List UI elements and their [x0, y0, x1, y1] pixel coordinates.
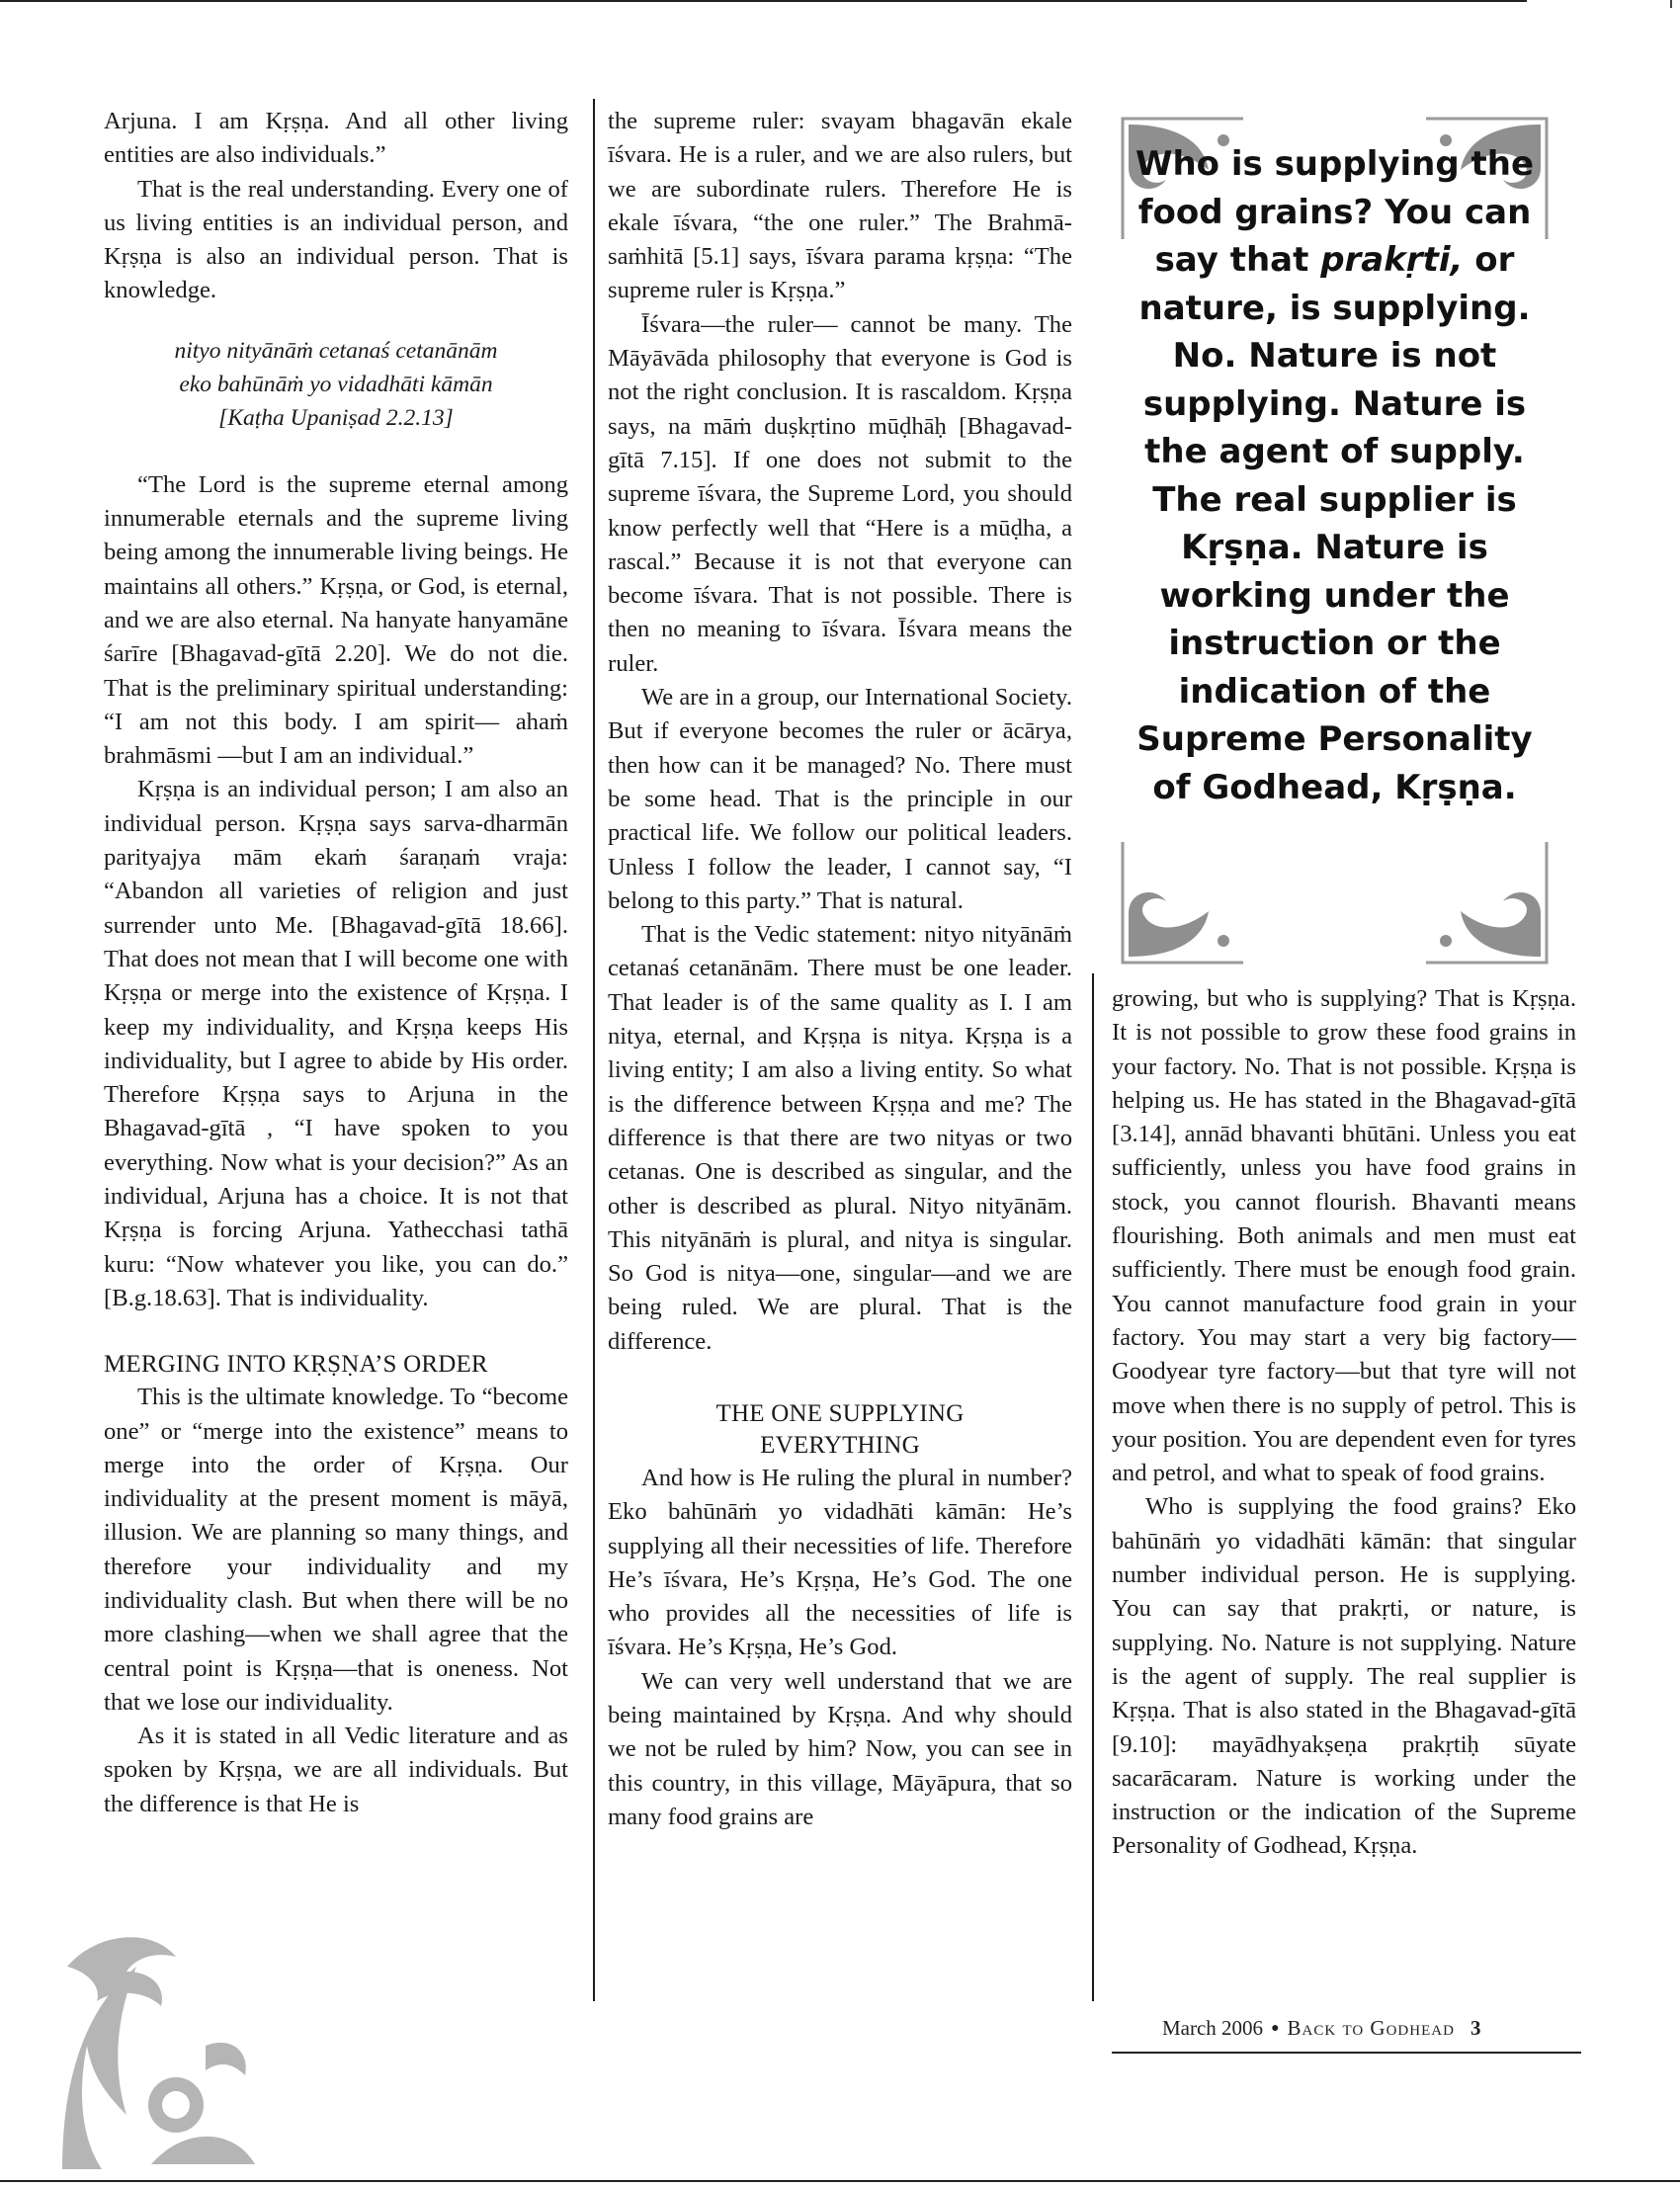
paragraph: growing, but who is supplying? That is Kṛṣṇa. It is not possible to grow these food grains in your factory. No. That is not possible. Kṛṣṇa is helping us. He has stated in the Bhagavad-gītā [3.14], annād bhavanti bhūtāni. Unless you eat sufficiently, unless you have food grains in stock, you cannot flourish. Bhavanti means flourishing. Both animals and men must eat sufficiently. There must be enough food grain. You cannot manufacture food grain in your factory. You may start a very big factory—Goodyear tyre factory—but that tyre will not move when there is no supply of petrol. This is your position. You are dependent even for tyres and petrol, and what to speak of food grains. — [1112, 985, 1576, 1487]
pull-quote-box — [1115, 111, 1554, 970]
paragraph: That is the real understanding. Every one of us living entities is an individual person, and Kṛṣṇa is also an individual person. That is knowledge. — [104, 175, 568, 304]
quote-part: or nature, is supplying. No. Nature is not supplying. Nature is the agent of supply. The real supplier is Kṛṣṇa. Nature is working under the instruction or the indication of the Supreme Personality of Godhead, Kṛṣṇa. — [1136, 240, 1533, 807]
page-footer — [1162, 2016, 1480, 2041]
paragraph: Arjuna. I am Kṛṣṇa. And all other living entities are also individuals.” — [104, 108, 568, 169]
heading-line: EVERYTHING — [760, 1431, 920, 1459]
verse-citation: [Kaṭha Upaniṣad 2.2.13] — [218, 404, 454, 431]
heading-line: THE ONE SUPPLYING — [715, 1399, 965, 1427]
paragraph: the supreme ruler: svayam bhagavān ekale īśvara. He is a ruler, and we are also rulers, but we are subordinate rulers. Therefore He is ekale īśvara, “the one ruler.” The Brahmā-saṁhitā [5.1] says, īśvara parama kṛṣṇa: “The supreme ruler is Kṛṣṇa.” — [608, 108, 1072, 304]
top-rule — [0, 0, 1527, 2]
verse-line: eko bahūnāṁ yo vidadhāti kāmān — [179, 371, 493, 397]
paragraph: This is the ultimate knowledge. To “become one” or “merge into the existence” means to merge into the order of Kṛṣṇa. Our individuality at the present moment is māyā, illusion. We are planning so many things, and therefore your individuality and my individuality clash. But when there will be no more clashing—when we shall agree that the central point is Kṛṣṇa—that is oneness. Not that we lose our individuality. — [104, 1384, 568, 1716]
paragraph: That is the Vedic statement: nityo nityānāṁ cetanaś cetanānām. There must be one leader. That leader is of the same quality as I. I am nitya, eternal, and Kṛṣṇa is nitya. Kṛṣṇa is a living entity; I am also a living entity. So what is the difference between Kṛṣṇa and me? The difference is that there are two nityas or two cetanas. One is described as singular, and the other is described as plural. Nityo nityānām. This nityānāṁ is plural, and nitya is singular. So God is nitya—one, singular—and we are being ruled. We are plural. That is the difference. — [608, 921, 1072, 1355]
verse-line: nityo nityānāṁ cetanaś cetanānām — [174, 337, 498, 364]
quote-part: Who is supplying the food grains? You can say that — [1134, 144, 1535, 280]
column-divider — [593, 99, 595, 2001]
paragraph: We can very well understand that we are being maintained by Kṛṣṇa. And why should we not be ruled by him? Now, you can see in this country, in this village, Māyāpura, that so many food grains are — [608, 1667, 1072, 1830]
page-number: 3 — [1470, 2016, 1481, 2040]
column-1 — [104, 105, 568, 1821]
issue-date: March 2006 — [1162, 2016, 1264, 2040]
footer-rule — [1112, 2052, 1581, 2054]
verse-block — [104, 334, 568, 435]
paragraph: Kṛṣṇa is an individual person; I am also an individual person. Kṛṣṇa says sarva-dharmān parityajya mām ekaṁ śaraṇaṁ vraja: “Abandon all varieties of religion and just surrender unto Me. [Bhagavad-gītā 18.66]. That does not mean that I will become one with Kṛṣṇa or merge into the existence of Kṛṣṇa. I keep my individuality, and Kṛṣṇa keeps His individuality, but I agree to abide by His order. Therefore Kṛṣṇa says to Arjuna in the Bhagavad-gītā , “I have spoken to you everything. Now what is your decision?” As an individual, Arjuna has a choice. It is not that Kṛṣṇa is forcing Arjuna. Yathecchasi tathā kuru: “Now whatever you like, you can do.” [B.g.18.63]. That is individuality. — [104, 776, 568, 1311]
column-divider — [1092, 973, 1094, 2001]
column-2 — [608, 105, 1072, 1834]
ornament-flourish — [57, 1927, 265, 2174]
top-rule-gap — [1527, 0, 1680, 2]
bullet-icon: ● — [1271, 2021, 1280, 2036]
paragraph: And how is He ruling the plural in number? Eko bahūnāṁ yo vidadhāti kāmān: He’s supplying all their necessities of life. Therefore He’s īśvara, He’s Kṛṣṇa, He’s God. The one who provides all the necessities of life is īśvara. He’s Kṛṣṇa, He’s God. — [608, 1464, 1072, 1661]
section-heading: MERGING INTO KṚṢṆA’S ORDER — [104, 1351, 488, 1379]
magazine-title: Back to Godhead — [1287, 2016, 1455, 2040]
section-heading — [608, 1398, 1072, 1462]
paragraph: “The Lord is the supreme eternal among innumerable eternals and the supreme living being among the innumerable living beings. He maintains all others.” Kṛṣṇa, or God, is eternal, and we are also eternal. Na hanyate hanyamāne śarīre [Bhagavad-gītā 2.20]. We do not die. That is the preliminary spiritual understanding: “I am not this body. I am spirit— ahaṁ brahmāsmi —but I am an individual.” — [104, 470, 568, 770]
paragraph: We are in a group, our International Society. But if everyone becomes the ruler or ācārya, then how can it be managed? No. There must be some head. That is the principle in our practical life. We follow our political leaders. Unless I follow the leader, I cannot say, “I belong to this party.” That is natural. — [608, 684, 1072, 914]
bottom-rule — [0, 2180, 1680, 2182]
paragraph: As it is stated in all Vedic literature and as spoken by Kṛṣṇa, we are all individuals. But the difference is that He is — [104, 1723, 568, 1817]
crop-mark — [1670, 0, 1672, 8]
column-3 — [1112, 982, 1576, 1864]
paragraph: Who is supplying the food grains? Eko bahūnāṁ yo vidadhāti kāmān: that singular number individual person. He is supplying. You can say that prakṛti, or nature, is supplying. No. Nature is not supplying. Nature is the agent of supply. The real supplier is Kṛṣṇa. That is also stated in the Bhagavad-gītā [9.10]: mayādhyakṣeṇa prakṛtiḥ sūyate sacarācaram. Nature is working under the instruction or the indication of the Supreme Personality of Godhead, Kṛṣṇa. — [1112, 1493, 1576, 1860]
pull-quote-text — [1115, 140, 1554, 811]
paragraph: Īśvara—the ruler— cannot be many. The Māyāvāda philosophy that everyone is God is not the right conclusion. It is rascaldom. Kṛṣṇa says, na māṁ duṣkṛtino mūḍhāḥ [Bhagavad-gītā 7.15]. If one does not submit to the supreme īśvara, the Supreme Lord, you should know perfectly well that “Here is a mūḍha, a rascal.” Because it is not that everyone can become īśvara. That is not possible. There is then no meaning to īśvara. Īśvara means the ruler. — [608, 310, 1072, 677]
quote-italic: prakṛti, — [1320, 240, 1464, 280]
